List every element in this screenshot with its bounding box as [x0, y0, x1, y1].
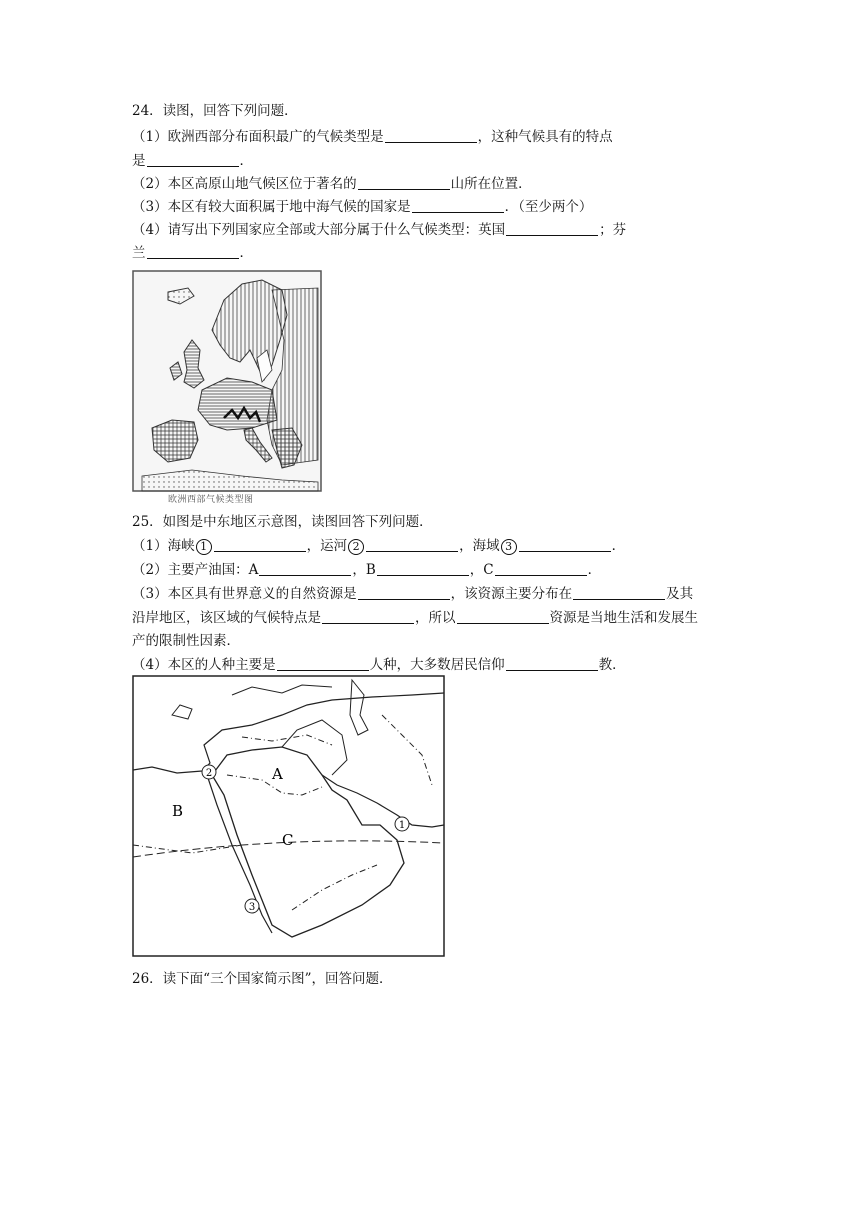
circled-number-3: 3: [501, 539, 517, 555]
q24-line4: [132, 198, 592, 216]
map-label-c: C: [282, 831, 294, 849]
q25-text: ，所以: [415, 610, 456, 626]
q24-text: ，这种气候具有的特点: [477, 129, 613, 145]
answer-blank[interactable]: [147, 153, 239, 167]
q26-title-text: 26．读下面“三个国家简示图”，回答问题．: [132, 971, 393, 987]
q25-line3: [132, 585, 693, 603]
q25-text: 产的限制性因素．: [132, 633, 240, 649]
middle-east-map: [132, 675, 445, 957]
q24-line5: [132, 221, 626, 239]
q25-text: 教．: [598, 657, 626, 673]
q24-text: 兰: [132, 245, 146, 261]
q24-text: （3）本区有较大面积属于地中海气候的国家是: [132, 199, 411, 215]
q25-text: （2）主要产油国：A: [132, 562, 259, 578]
answer-blank[interactable]: [277, 657, 369, 671]
answer-blank[interactable]: [573, 586, 665, 600]
q25-text: 沿岸地区，该区域的气候特点是: [132, 610, 321, 626]
q25-line5: [132, 632, 240, 650]
answer-blank[interactable]: [506, 657, 598, 671]
q24-line1: [132, 128, 613, 146]
answer-blank[interactable]: [519, 538, 611, 552]
q25-text: （3）本区具有世界意义的自然资源是: [132, 586, 357, 602]
q24-text: ；芬: [599, 222, 627, 238]
answer-blank[interactable]: [506, 222, 598, 236]
q25-title: [132, 513, 433, 531]
q25-line6: [132, 656, 626, 674]
map-label-2: 2: [205, 768, 213, 779]
q24-text: 山所在位置．: [450, 176, 532, 192]
q24-line3: [132, 175, 532, 193]
answer-blank[interactable]: [385, 129, 477, 143]
q24-line6: [132, 244, 253, 262]
answer-blank[interactable]: [366, 538, 458, 552]
q24-text: （4）请写出下列国家应全部或大部分属于什么气候类型：英国: [132, 222, 506, 238]
q24-text: ．: [239, 153, 253, 169]
q24-title: [132, 102, 298, 120]
europe-map-caption: 欧洲西部气候类型图: [168, 495, 254, 505]
q24-text: ．（至少两个）: [504, 199, 593, 215]
circled-number-1: 1: [196, 539, 212, 555]
q26-title: [132, 970, 392, 988]
circled-number-2: 2: [348, 539, 364, 555]
answer-blank[interactable]: [214, 538, 306, 552]
q24-text: （1）欧洲西部分布面积最广的气候类型是: [132, 129, 384, 145]
q25-text: 资源是当地生活和发展生: [549, 610, 698, 626]
answer-blank[interactable]: [412, 199, 504, 213]
q24-title-text: 24．读图，回答下列问题．: [132, 103, 298, 119]
q25-text: ，B: [352, 562, 376, 578]
answer-blank[interactable]: [358, 586, 450, 600]
q25-text: ，海域: [459, 538, 500, 554]
answer-blank[interactable]: [147, 245, 239, 259]
q24-text: ．: [239, 245, 253, 261]
q25-line2: [132, 561, 601, 579]
q25-text: ，C: [469, 562, 494, 578]
q25-text: ，该资源主要分布在: [450, 586, 573, 602]
q24-line2: [132, 152, 253, 170]
map-label-3: 3: [248, 902, 256, 913]
answer-blank[interactable]: [358, 176, 450, 190]
q25-text: 人种，大多数居民信仰: [369, 657, 505, 673]
map-label-1: 1: [398, 820, 406, 831]
europe-climate-map: [132, 270, 322, 492]
q25-text: ．: [611, 538, 626, 554]
q25-line4: [132, 609, 698, 627]
map-label-b: B: [172, 802, 184, 820]
answer-blank[interactable]: [457, 610, 549, 624]
answer-blank[interactable]: [377, 562, 469, 576]
map-label-a: A: [272, 765, 283, 783]
q25-text: ，运河: [306, 538, 348, 554]
q24-text: （2）本区高原山地气候区位于著名的: [132, 176, 357, 192]
q25-text: （4）本区的人种主要是: [132, 657, 276, 673]
q25-text: 及其: [666, 586, 694, 602]
answer-blank[interactable]: [495, 562, 587, 576]
q25-text: ．: [587, 562, 602, 578]
q24-text: 是: [132, 153, 146, 169]
q25-line1: [132, 537, 625, 555]
q25-text: （1）海峡: [132, 538, 195, 554]
answer-blank[interactable]: [259, 562, 351, 576]
answer-blank[interactable]: [322, 610, 414, 624]
q25-title-text: 25．如图是中东地区示意图，读图回答下列问题．: [132, 514, 433, 530]
